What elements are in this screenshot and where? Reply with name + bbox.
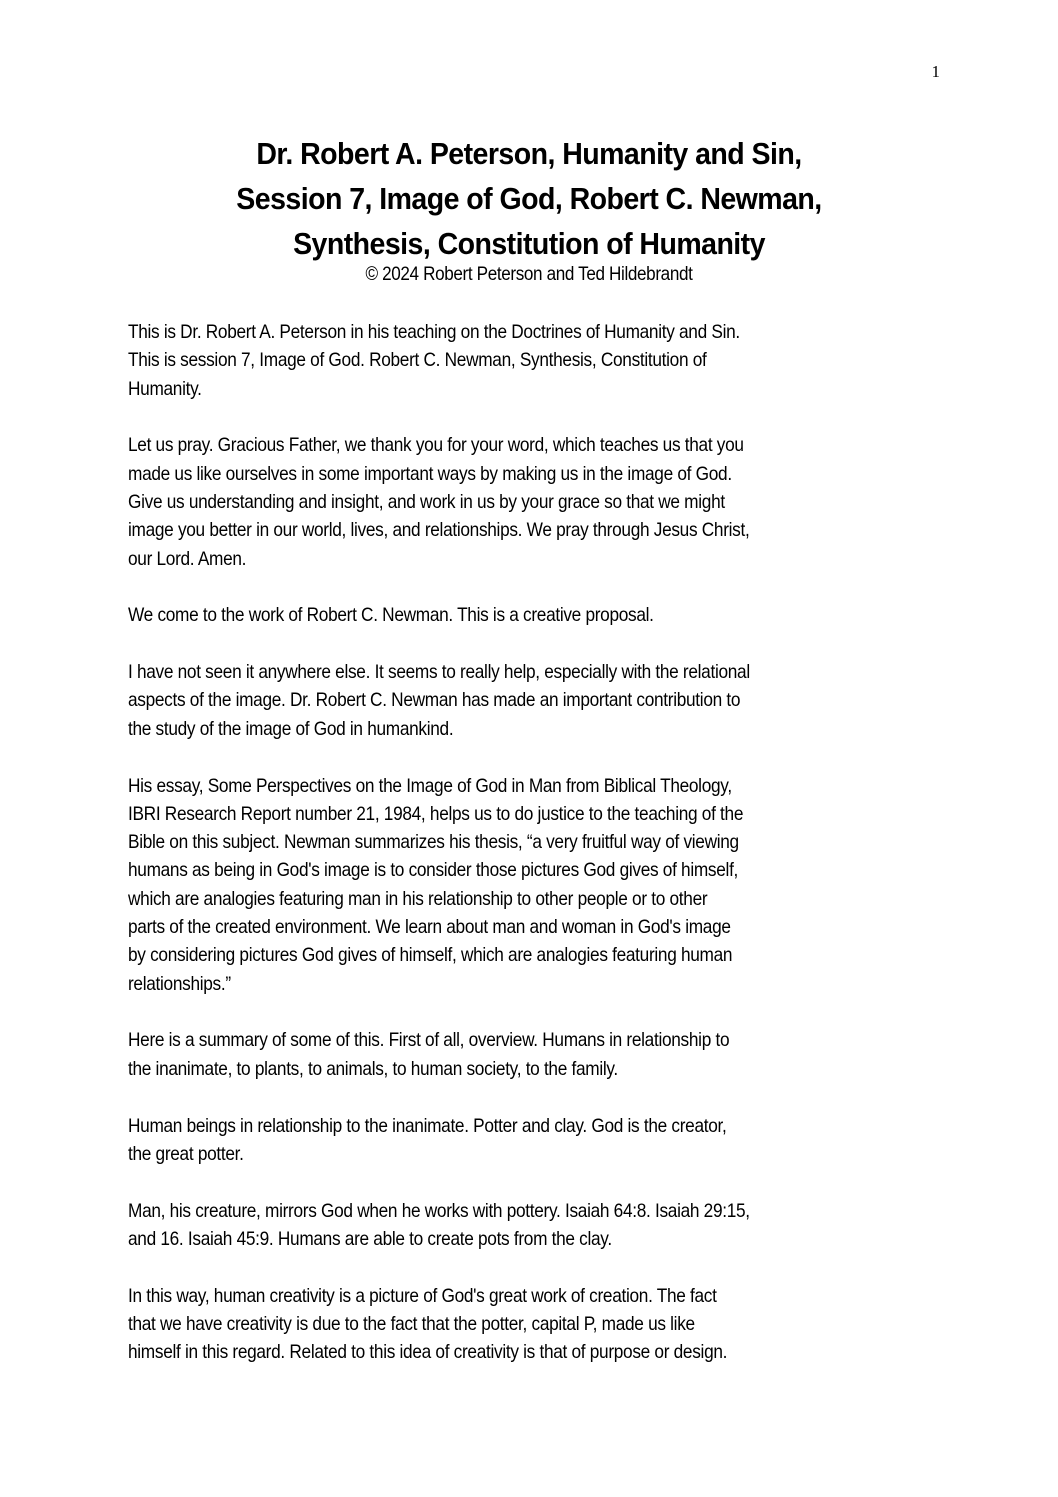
text-line: Humanity. xyxy=(128,377,202,400)
text-line: I have not seen it anywhere else. It seems to really help, especially with the relational xyxy=(128,661,750,684)
paragraph-potter-clay xyxy=(128,1112,948,1169)
text-line: our Lord. Amen. xyxy=(128,547,247,570)
text-line: Human beings in relationship to the inanimate. Potter and clay. God is the creator, xyxy=(128,1114,727,1137)
page-number: 1 xyxy=(931,62,940,81)
text-line: himself in this regard. Related to this idea of creativity is that of purpose or design. xyxy=(128,1341,728,1364)
text-line: and 16. Isaiah 45:9. Humans are able to create pots from the clay. xyxy=(128,1227,612,1250)
text-line: Here is a summary of some of this. First of all, overview. Humans in relationship to xyxy=(128,1029,730,1052)
title-line-3: Synthesis, Constitution of Humanity xyxy=(293,226,765,261)
text-line: Man, his creature, mirrors God when he works with pottery. Isaiah 64:8. Isaiah 29:15, xyxy=(128,1199,750,1222)
text-line: the inanimate, to plants, to animals, to human society, to the family. xyxy=(128,1057,618,1080)
text-line: the study of the image of God in humankind. xyxy=(128,717,454,740)
paragraph-overview xyxy=(128,1026,948,1083)
text-line: This is Dr. Robert A. Peterson in his teaching on the Doctrines of Humanity and Sin. xyxy=(128,321,740,343)
text-line: In this way, human creativity is a picture of God's great work of creation. The fact xyxy=(128,1284,717,1307)
text-line: His essay, Some Perspectives on the Image of God in Man from Biblical Theology, xyxy=(128,774,732,797)
text-line: relationships.” xyxy=(128,972,231,995)
text-line: parts of the created environment. We learn about man and woman in God's image xyxy=(128,916,731,939)
paragraph-prayer xyxy=(128,431,948,572)
text-line: by considering pictures God gives of himself, which are analogies featuring human xyxy=(128,944,733,967)
paragraph-isaiah xyxy=(128,1197,948,1254)
paragraph-essay xyxy=(128,772,948,998)
text-line: made us like ourselves in some important ways by making us in the image of God. xyxy=(128,462,732,485)
paragraph-intro xyxy=(128,318,948,403)
text-line: humans as being in God's image is to consider those pictures God gives of himself, xyxy=(128,859,739,882)
title-line-1: Dr. Robert A. Peterson, Humanity and Sin, xyxy=(256,136,802,171)
text-line: We come to the work of Robert C. Newman. This is a creative proposal. xyxy=(128,604,654,627)
copyright-notice: © 2024 Robert Peterson and Ted Hildebrandt xyxy=(365,264,693,285)
document-body xyxy=(128,318,948,1395)
text-line: the great potter. xyxy=(128,1142,244,1165)
text-line: Let us pray. Gracious Father, we thank you for your word, which teaches us that you xyxy=(128,434,744,457)
text-line: aspects of the image. Dr. Robert C. Newman has made an important contribution to xyxy=(128,689,741,712)
paragraph-creativity xyxy=(128,1282,948,1367)
text-line: IBRI Research Report number 21, 1984, helps us to do justice to the teaching of the xyxy=(128,802,744,825)
text-line: that we have creativity is due to the fact that the potter, capital P, made us like xyxy=(128,1313,695,1336)
document-header xyxy=(0,131,1058,288)
paragraph-newman-intro xyxy=(128,601,948,629)
paragraph-contribution xyxy=(128,658,948,743)
text-line: image you better in our world, lives, and relationships. We pray through Jesus Christ, xyxy=(128,519,750,542)
text-line: Give us understanding and insight, and work in us by your grace so that we might xyxy=(128,490,725,513)
text-line: Bible on this subject. Newman summarizes his thesis, “a very fruitful way of viewing xyxy=(128,831,739,854)
text-line: This is session 7, Image of God. Robert C. Newman, Synthesis, Constitution of xyxy=(128,349,707,372)
text-line: which are analogies featuring man in his relationship to other people or to other xyxy=(128,887,708,910)
title-line-2: Session 7, Image of God, Robert C. Newman, xyxy=(236,181,822,216)
